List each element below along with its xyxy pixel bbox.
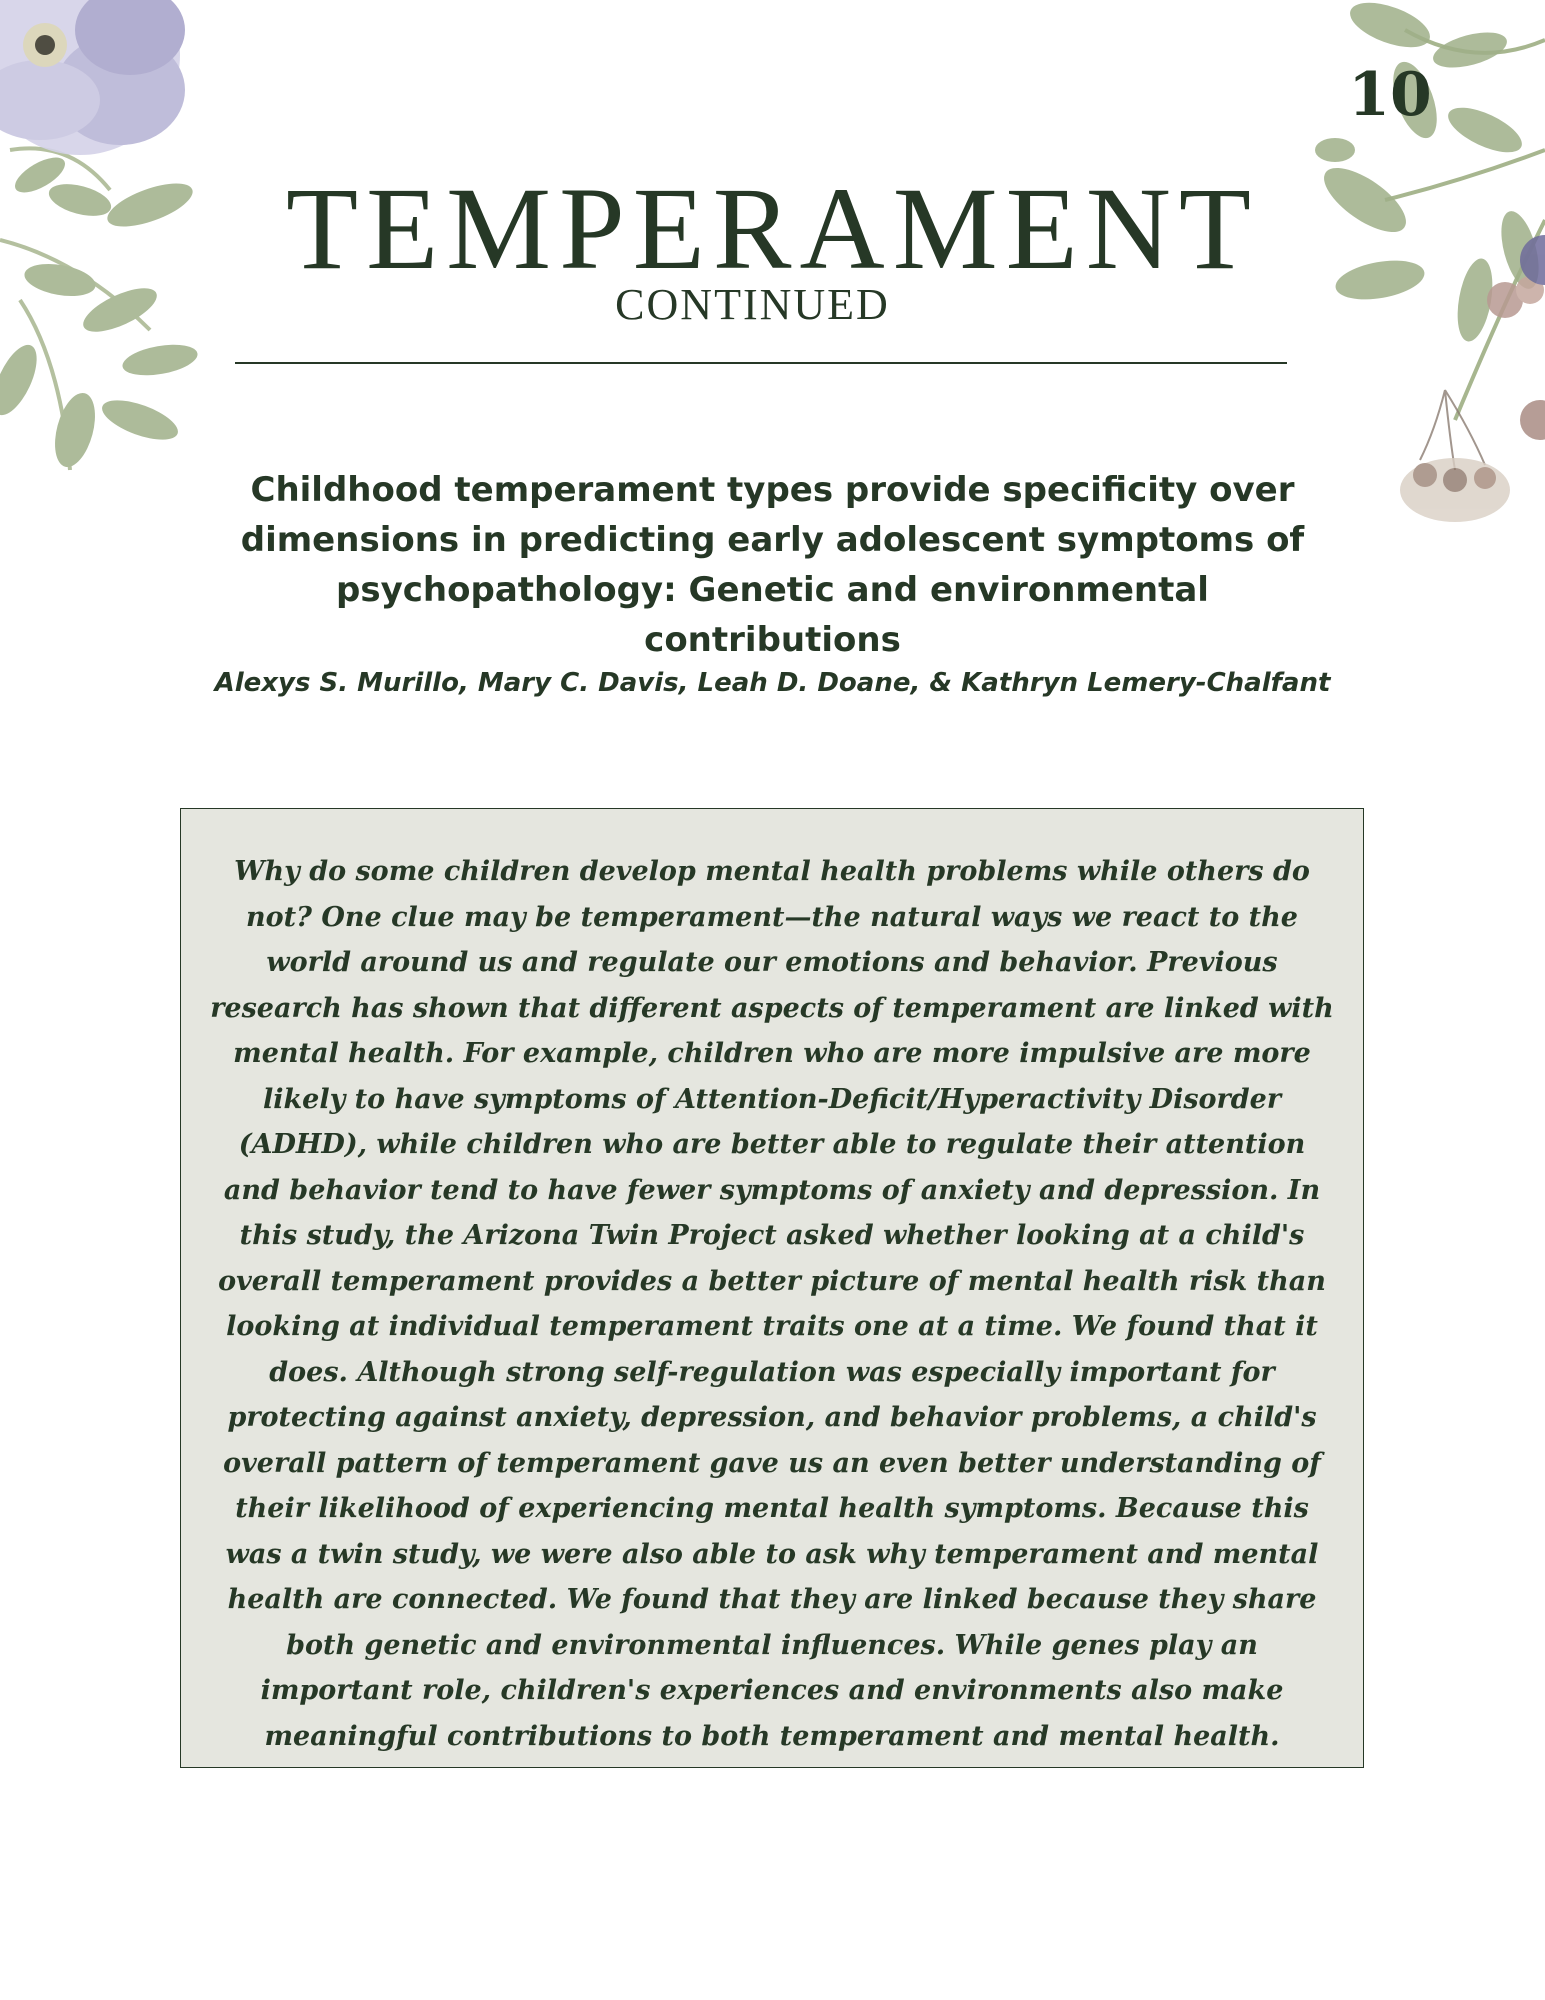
- summary-text: Why do some children develop mental health problems while others do not? One clue may be temperament—the natural ways we react to the world around us and regulate our emotions and behavior. Previous research has shown that different aspects of temperament are linked with mental health. For example, children who are more impulsive are more likely to have symptoms of Attention-Deficit/Hyperactivity Disorder (ADHD), while children who are better able to regulate their attention and behavior tend to have fewer symptoms of anxiety and depression. In this study, the Arizona Twin Project asked whether looking at a child's overall temperament provides a better picture of mental health risk than looking at individual temperament traits one at a time. We found that it does. Although strong self-regulation was especially important for protecting against anxiety, depression, and behavior problems, a child's overall pattern of temperament gave us an even better understanding of their likelihood of experiencing mental health symptoms. Because this was a twin study, we were also able to ask why temperament and mental health are connected. We found that they are linked because they share both genetic and environmental influences. While genes play an important role, children's experiences and environments also make meaningful contributions to both temperament and mental health.: [210, 856, 1334, 1752]
- article-title: Childhood temperament types provide specificity over dimensions in predicting early adolescent symptoms of psychopathology: Genetic and environmental contributions: [240, 470, 1305, 660]
- page-title: TEMPERAMENT: [286, 163, 1259, 294]
- page-number: 10: [1348, 60, 1432, 130]
- page-subtitle: CONTINUED: [615, 280, 890, 329]
- article-authors: Alexys S. Murillo, Mary C. Davis, Leah D. Doane, & Kathryn Lemery-Chalfant: [214, 668, 1331, 698]
- summary-box: [180, 808, 1364, 1768]
- title-divider: [235, 362, 1287, 364]
